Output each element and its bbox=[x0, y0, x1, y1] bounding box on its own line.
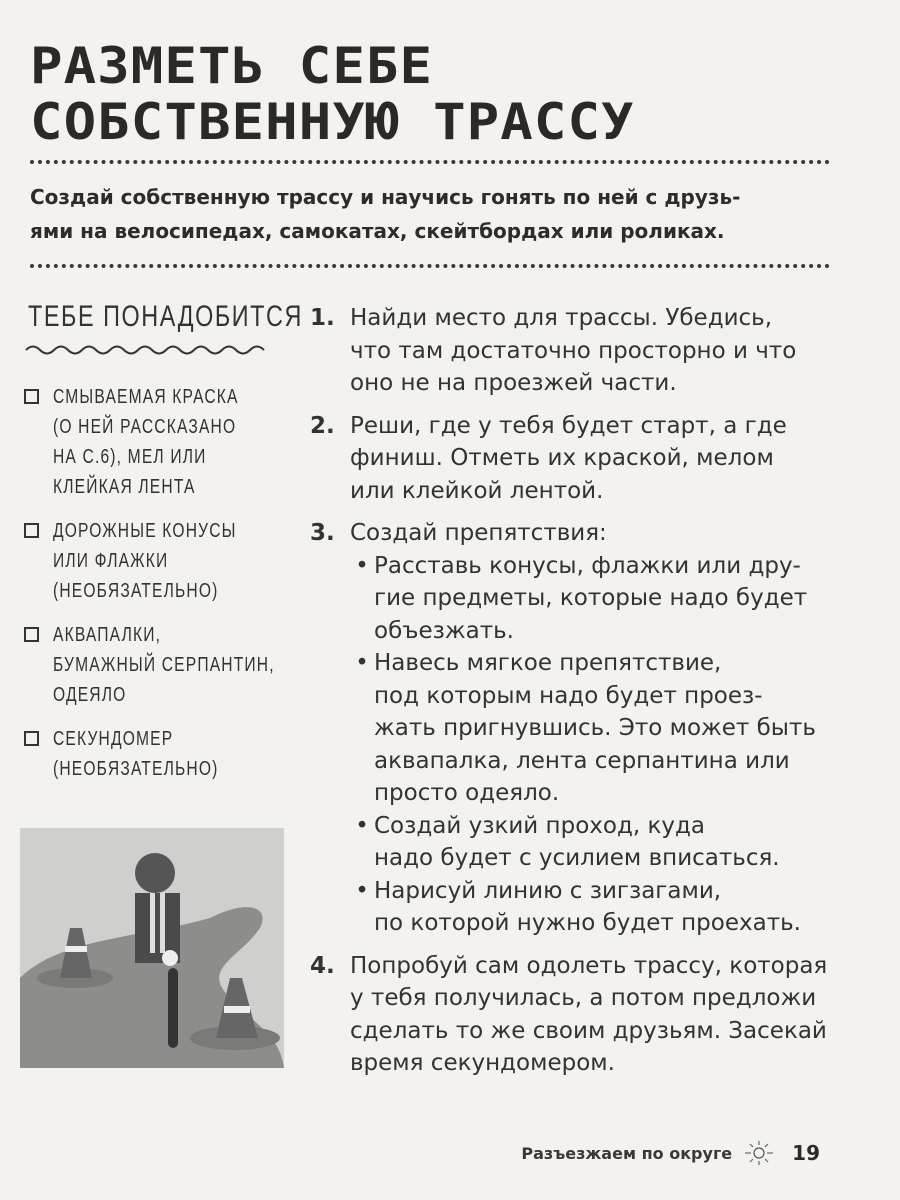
sun-icon bbox=[742, 1140, 776, 1166]
bullet-line: по которой нужно будет проехать. bbox=[374, 910, 801, 936]
step-line: оно не на проезжей части. bbox=[350, 370, 677, 396]
bullet-icon: • bbox=[355, 877, 369, 904]
step-line: Создай препятствия: bbox=[350, 520, 607, 546]
bullet-text bbox=[374, 875, 801, 940]
materials-item-text bbox=[53, 382, 291, 502]
title-line: СОБСТВЕННУЮ ТРАССУ bbox=[30, 93, 635, 151]
materials-item bbox=[24, 382, 304, 502]
step-line: или клейкой лентой. bbox=[350, 477, 604, 504]
bullet-line: Создай узкий проход, куда bbox=[374, 812, 705, 839]
materials-item-line: АКВАПАЛКИ, bbox=[53, 624, 162, 646]
bullet-item bbox=[350, 550, 816, 648]
page-footer bbox=[521, 1140, 820, 1166]
step-line: Попробуй сам одолеть трассу, которая bbox=[350, 952, 828, 979]
bullet-line: под которым надо будет проез- bbox=[374, 682, 763, 709]
step-number: 4. bbox=[310, 952, 335, 979]
materials-item-line: ДОРОЖНЫЕ КОНУСЫ bbox=[53, 520, 237, 542]
materials-list bbox=[24, 382, 304, 798]
wavy-underline-icon bbox=[24, 342, 274, 356]
checkbox-icon bbox=[24, 731, 39, 746]
materials-item-text bbox=[53, 620, 337, 710]
instructions-list bbox=[310, 302, 870, 1090]
title-line: РАЗМЕТЬ СЕБЕ bbox=[30, 37, 434, 95]
step-number: 2. bbox=[310, 412, 335, 439]
materials-item-line: НА С.6), МЕЛ ИЛИ bbox=[53, 446, 207, 468]
checkbox-icon bbox=[24, 627, 39, 642]
page-number: 19 bbox=[792, 1141, 820, 1165]
materials-item bbox=[24, 620, 304, 710]
step-line: сделать то же своим друзьям. Засекай bbox=[350, 1017, 827, 1044]
materials-item-line: БУМАЖНЫЙ СЕРПАНТИН, bbox=[53, 654, 275, 676]
bullet-icon: • bbox=[355, 552, 369, 579]
bullet-text bbox=[374, 550, 807, 648]
bullet-line: Расставь конусы, флажки или дру- bbox=[374, 552, 801, 579]
step-item bbox=[310, 410, 870, 508]
step-line: у тебя получилась, а потом предложи bbox=[350, 985, 817, 1011]
bullet-item bbox=[350, 647, 816, 810]
materials-item-line: (НЕОБЯЗАТЕЛЬНО) bbox=[53, 758, 219, 780]
bullet-line: гие предметы, которые надо будет bbox=[374, 585, 808, 611]
step-line: что там достаточно просторно и что bbox=[350, 337, 797, 364]
bullet-icon: • bbox=[355, 812, 369, 839]
step-body bbox=[350, 302, 796, 400]
step-line: финиш. Отметь их краской, мелом bbox=[350, 445, 774, 471]
bullet-item bbox=[350, 875, 816, 940]
materials-item-text bbox=[53, 516, 288, 606]
bullet-text bbox=[374, 810, 780, 875]
illustration-bike-course bbox=[20, 828, 284, 1068]
bullet-icon: • bbox=[355, 650, 369, 676]
bullet-line: надо будет с усилием вписаться. bbox=[374, 845, 780, 871]
intro-line: Создай собственную трассу и научись гонять по ней с друзь- bbox=[30, 185, 741, 209]
step-body bbox=[350, 410, 787, 508]
step-number: 3. bbox=[310, 520, 335, 546]
dotted-divider bbox=[30, 264, 830, 268]
materials-heading: ТЕБЕ ПОНАДОБИТСЯ bbox=[28, 300, 303, 333]
materials-item-line: ОДЕЯЛО bbox=[53, 684, 127, 706]
step-line: время секундомером. bbox=[350, 1050, 615, 1076]
materials-item-line: ИЛИ ФЛАЖКИ bbox=[53, 550, 169, 572]
bullet-line: просто одеяло. bbox=[374, 780, 560, 806]
materials-item-text bbox=[53, 724, 265, 784]
bullet-line: жать пригнувшись. Это может быть bbox=[374, 715, 816, 741]
bullet-item bbox=[350, 810, 816, 875]
materials-item-line: (О НЕЙ РАССКАЗАНО bbox=[53, 416, 237, 438]
step-body bbox=[350, 517, 816, 940]
intro-line: ями на велосипедах, самокатах, скейтбордах или роликах. bbox=[30, 219, 725, 243]
bullet-line: Навесь мягкое препятствие, bbox=[374, 650, 722, 676]
materials-item-line: СМЫВАЕМАЯ КРАСКА bbox=[53, 386, 239, 408]
dotted-divider bbox=[30, 160, 830, 164]
bullet-line: объезжать. bbox=[374, 617, 514, 644]
checkbox-icon bbox=[24, 389, 39, 404]
materials-item bbox=[24, 516, 304, 606]
step-line: Найди место для трассы. Убедись, bbox=[350, 305, 773, 331]
materials-item bbox=[24, 724, 304, 784]
step-body bbox=[350, 950, 827, 1080]
bullet-text bbox=[374, 647, 816, 810]
step-number: 1. bbox=[310, 305, 335, 331]
checkbox-icon bbox=[24, 523, 39, 538]
materials-item-line: КЛЕЙКАЯ ЛЕНТА bbox=[53, 476, 196, 498]
step-item bbox=[310, 302, 870, 400]
materials-item-line: СЕКУНДОМЕР bbox=[53, 728, 174, 750]
step-item bbox=[310, 517, 870, 940]
step-line: Реши, где у тебя будет старт, а где bbox=[350, 412, 787, 439]
intro-text bbox=[30, 180, 850, 248]
bullet-line: аквапалка, лента серпантина или bbox=[374, 747, 790, 774]
page-title bbox=[30, 38, 635, 150]
materials-item-line: (НЕОБЯЗАТЕЛЬНО) bbox=[53, 580, 219, 602]
step-item bbox=[310, 950, 870, 1080]
bullet-line: Нарисуй линию с зигзагами, bbox=[374, 877, 722, 904]
section-name: Разъезжаем по округе bbox=[521, 1143, 733, 1163]
